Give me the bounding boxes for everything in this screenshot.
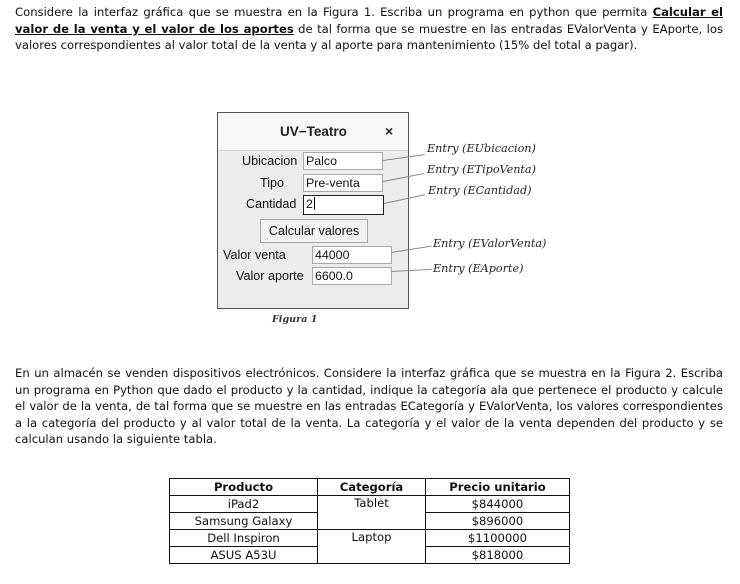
- window-titlebar: [218, 113, 408, 151]
- valor-aporte-entry[interactable]: 6600.0: [312, 267, 392, 285]
- cell-precio: $818000: [426, 547, 570, 564]
- table-header-row: [170, 479, 570, 496]
- close-icon[interactable]: ×: [385, 123, 394, 139]
- tipo-label: Tipo: [260, 176, 285, 190]
- header-producto: Producto: [170, 479, 318, 496]
- valor-aporte-label: Valor aporte: [236, 269, 304, 283]
- intro-paragraph: [15, 4, 723, 54]
- valor-venta-entry[interactable]: 44000: [312, 246, 392, 264]
- tipo-entry[interactable]: Pre-venta: [303, 174, 383, 192]
- table-row: [170, 530, 570, 547]
- valor-venta-label: Valor venta: [223, 248, 286, 262]
- cell-categoria: Tablet: [318, 496, 426, 513]
- table-row: [170, 513, 570, 530]
- cantidad-entry[interactable]: [303, 195, 384, 215]
- cell-producto: ASUS A53U: [170, 547, 318, 564]
- annotation-ecantidad: Entry (ECantidad): [428, 184, 532, 197]
- annotation-eaporte: Entry (EAporte): [433, 262, 524, 275]
- text-caret: [314, 197, 315, 210]
- intro-text-before: Considere la interfaz gráfica que se muestra en la Figura 1. Escriba un programa en python que permita: [15, 5, 653, 19]
- header-precio: Precio unitario: [426, 479, 570, 496]
- ubicacion-entry[interactable]: Palco: [303, 152, 383, 170]
- window-title: UV−Teatro: [280, 124, 347, 139]
- cell-categoria: Laptop: [318, 530, 426, 547]
- cell-precio: $896000: [426, 513, 570, 530]
- cell-producto: Dell Inspiron: [170, 530, 318, 547]
- cell-producto: Samsung Galaxy: [170, 513, 318, 530]
- ubicacion-label: Ubicacion: [242, 154, 298, 168]
- calcular-valores-button[interactable]: Calcular valores: [260, 219, 368, 243]
- cell-categoria: [318, 547, 426, 564]
- cell-categoria: [318, 513, 426, 530]
- figure-caption: Figura 1: [272, 314, 318, 325]
- cell-producto: iPad2: [170, 496, 318, 513]
- annotation-evalorventa: Entry (EValorVenta): [433, 237, 547, 250]
- table-row: [170, 496, 570, 513]
- cantidad-label: Cantidad: [246, 197, 297, 211]
- uv-teatro-window: [217, 112, 409, 309]
- header-categoria: Categoría: [318, 479, 426, 496]
- product-table: [169, 478, 570, 564]
- intro-text-after: de tal forma que se muestre en las entradas EValorVenta y EAporte, los valores correspondientes al valor total de la venta y al aporte para mantenimiento (15% del total a pagar).: [15, 21, 723, 53]
- table-row: [170, 547, 570, 564]
- cell-precio: $1100000: [426, 530, 570, 547]
- intro-highlight: Calcular el valor de la venta y el valor de los aportes: [15, 5, 723, 36]
- annotation-etipoventa: Entry (ETipoVenta): [427, 163, 536, 176]
- cell-precio: $844000: [426, 496, 570, 513]
- annotation-eubicacion: Entry (EUbicacion): [427, 142, 536, 155]
- store-paragraph: En un almacén se venden dispositivos electrónicos. Considere la interfaz gráfica que se muestra en la Figura 2. Escriba un programa en Python que dado el producto y la cantidad, indique la categoría ala que pertenece el producto y calcule el valor de la venta, de tal forma que se muestre en las entradas ECategoría y EValorVenta, los valores correspondientes a la categoría del producto y al valor total de la venta. La categoría y el valor de la venta dependen del producto y se calculan usando la siguiente tabla.: [15, 366, 723, 447]
- cantidad-value: 2: [306, 197, 313, 211]
